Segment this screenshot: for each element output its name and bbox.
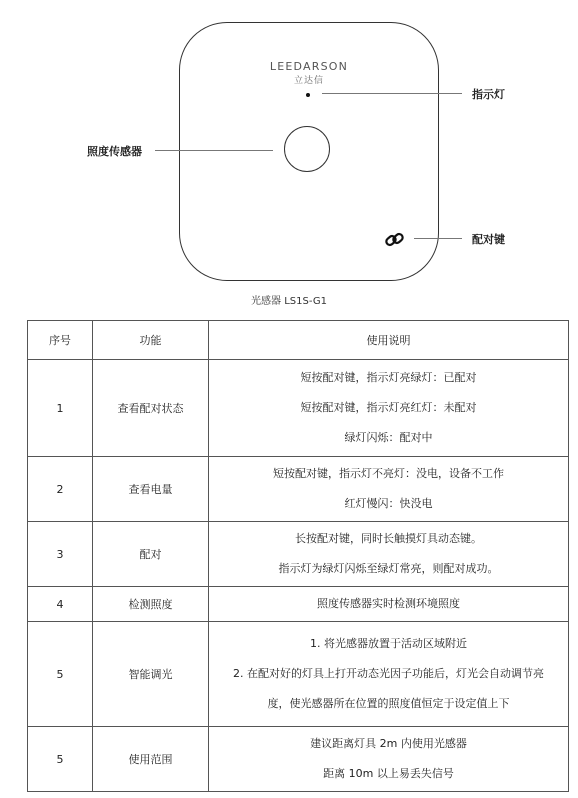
device-diagram — [0, 0, 578, 318]
description-line: 照度传感器实时检测环境照度 — [317, 597, 460, 610]
table-row — [28, 360, 569, 457]
row-number: 3 — [28, 522, 93, 587]
row-function: 使用范围 — [93, 727, 209, 792]
table-row — [28, 522, 569, 587]
row-description — [209, 522, 569, 587]
row-number: 5 — [28, 727, 93, 792]
row-number: 5 — [28, 622, 93, 727]
table-row — [28, 587, 569, 622]
brand-logo-cn: 立达信 — [293, 76, 324, 86]
pair-callout-line — [414, 238, 462, 239]
row-function: 配对 — [93, 522, 209, 587]
indicator-callout-line — [322, 93, 462, 94]
description-line: 短按配对键，指示灯亮绿灯：已配对 — [300, 371, 477, 384]
light-sensor-device — [179, 22, 439, 281]
description-line: 短按配对键，指示灯亮红灯：未配对 — [300, 401, 477, 414]
description-line: 绿灯闪烁：配对中 — [344, 431, 433, 444]
indicator-label: 指示灯 — [472, 88, 505, 101]
table-row — [28, 457, 569, 522]
header-no: 序号 — [28, 321, 93, 360]
description-line: 指示灯为绿灯闪烁至绿灯常亮，则配对成功。 — [278, 562, 499, 575]
description-line: 2. 在配对好的灯具上打开动态光因子功能后，灯光会自动调节亮 — [233, 667, 544, 680]
row-number: 2 — [28, 457, 93, 522]
row-description — [209, 622, 569, 727]
description-line: 度，使光感器所在位置的照度值恒定于设定值上下 — [267, 697, 510, 710]
row-function: 智能调光 — [93, 622, 209, 727]
row-function: 查看配对状态 — [93, 360, 209, 457]
header-description: 使用说明 — [209, 321, 569, 360]
row-description — [209, 587, 569, 622]
row-description — [209, 360, 569, 457]
row-function: 检测照度 — [93, 587, 209, 622]
description-line: 距离 10m 以上易丢失信号 — [323, 767, 454, 780]
description-line: 长按配对键，同时长触摸灯具动态键。 — [295, 532, 482, 545]
table-row — [28, 622, 569, 727]
device-caption: 光感器 LS1S-G1 — [251, 296, 327, 307]
sensor-callout-line — [155, 150, 273, 151]
function-table — [27, 320, 569, 792]
description-line: 1. 将光感器放置于活动区域附近 — [310, 637, 467, 650]
description-line: 红灯慢闪：快没电 — [344, 497, 433, 510]
row-number: 1 — [28, 360, 93, 457]
table-header-row — [28, 321, 569, 360]
row-function: 查看电量 — [93, 457, 209, 522]
row-description — [209, 457, 569, 522]
description-line: 建议距离灯具 2m 内使用光感器 — [310, 737, 467, 750]
row-number: 4 — [28, 587, 93, 622]
pair-button-icon — [384, 231, 406, 249]
brand-logo-en: LEEDARSON — [269, 60, 349, 73]
table-row — [28, 727, 569, 792]
sensor-label: 照度传感器 — [87, 145, 142, 158]
illuminance-sensor-circle — [284, 126, 330, 172]
pair-label: 配对键 — [472, 233, 505, 246]
row-description — [209, 727, 569, 792]
indicator-light-dot — [306, 93, 310, 97]
description-line: 短按配对键，指示灯不亮灯：没电，设备不工作 — [273, 467, 504, 480]
header-function: 功能 — [93, 321, 209, 360]
